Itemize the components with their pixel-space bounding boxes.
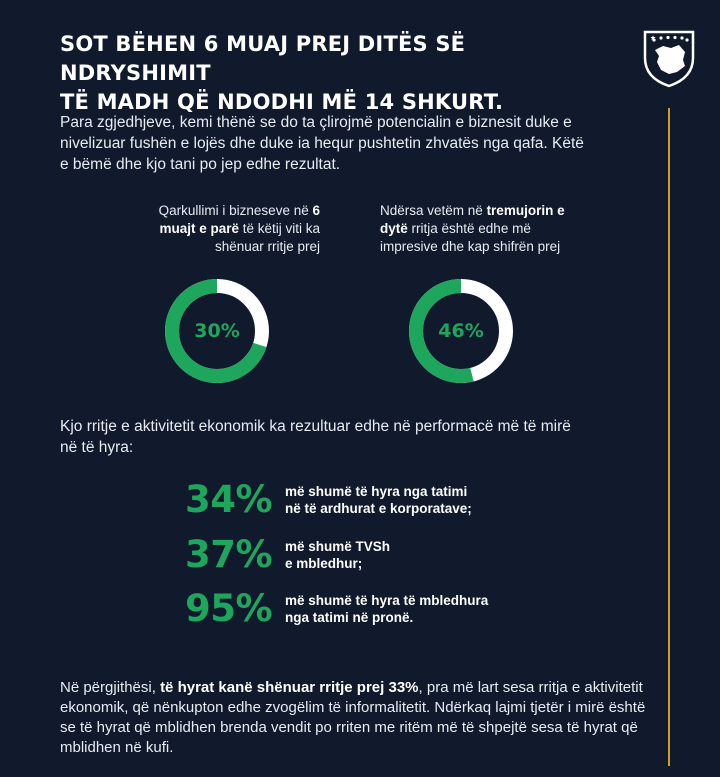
stat-text-part: rritja është edhe më impresive dhe kap shifrën prej — [380, 221, 561, 254]
revenue-value: 37% — [185, 533, 273, 576]
stat-text-second-quarter — [380, 202, 580, 256]
revenue-value: 95% — [185, 587, 273, 630]
revenue-value: 34% — [185, 478, 273, 521]
closing-text-part: , pra më lart sesa rritja e aktivitetit ekonomik, që nënkupton edhe zvogëlim të informalitetit. Ndërkaq lajmi tjetër i mirë është se të hyrat që mblidhen brenda vendit po rriten me ritëm më të shpejtë sesa të hyrat që mblidhen në kufi. — [60, 679, 646, 756]
stat-text-first-half — [120, 202, 320, 256]
stat-text-part: të këtij viti ka shënuar rritje prej — [214, 221, 320, 254]
page-title — [60, 30, 620, 117]
donut-chart-46 — [407, 277, 515, 385]
closing-paragraph — [60, 678, 650, 758]
revenue-description — [285, 592, 545, 626]
gold-divider-line — [668, 108, 670, 766]
stat-text-bold: 6 muajt e parë — [159, 203, 320, 236]
revenue-row-corporate — [185, 478, 545, 521]
kosovo-emblem-icon — [641, 28, 697, 88]
donut-chart-30 — [163, 277, 271, 385]
closing-text-part: Në përgjithësi, — [60, 679, 161, 696]
donut-value-label: 30% — [194, 320, 240, 342]
revenue-row-property — [185, 587, 545, 630]
revenue-description — [285, 538, 545, 572]
revenue-desc-line: nga tatimi në pronë. — [285, 609, 414, 625]
revenue-description — [285, 483, 545, 517]
revenue-desc-line: më shumë të hyra të mbledhura — [285, 592, 489, 608]
stat-text-part: Ndërsa vetëm në — [380, 203, 487, 218]
revenue-desc-line: më shumë TVSh — [285, 538, 391, 554]
performance-paragraph: Kjo rritje e aktivitetit ekonomik ka rezultuar edhe në performacë më të mirë në të hyra: — [60, 418, 571, 456]
intro-paragraph: Para zgjedhjeve, kemi thënë se do ta çlirojmë potencialin e biznesit duke e nivelizuar fushën e lojës dhe duke ia hequr pushtetin zhvatës nga qafa. Këtë e bëmë dhe kjo tani po jep edhe rezultat. — [60, 114, 584, 173]
stat-text-part: Qarkullimi i bizneseve në — [158, 203, 313, 218]
revenue-desc-line: në të ardhurat e korporatave; — [285, 500, 472, 516]
revenue-desc-line: më shumë të hyra nga tatimi — [285, 483, 468, 499]
stat-text-bold: tremujorin e dytë — [380, 203, 565, 236]
title-line-1: SOT BËHEN 6 MUAJ PREJ DITËS SË NDRYSHIMIT — [60, 32, 466, 85]
revenue-row-vat — [185, 533, 545, 576]
donut-value-label: 46% — [438, 320, 484, 342]
closing-text-bold: të hyrat kanë shënuar rritje prej 33% — [160, 679, 419, 696]
revenue-desc-line: e mbledhur; — [285, 555, 363, 571]
title-line-2: TË MADH QË NDODHI MË 14 SHKURT. — [60, 90, 504, 114]
